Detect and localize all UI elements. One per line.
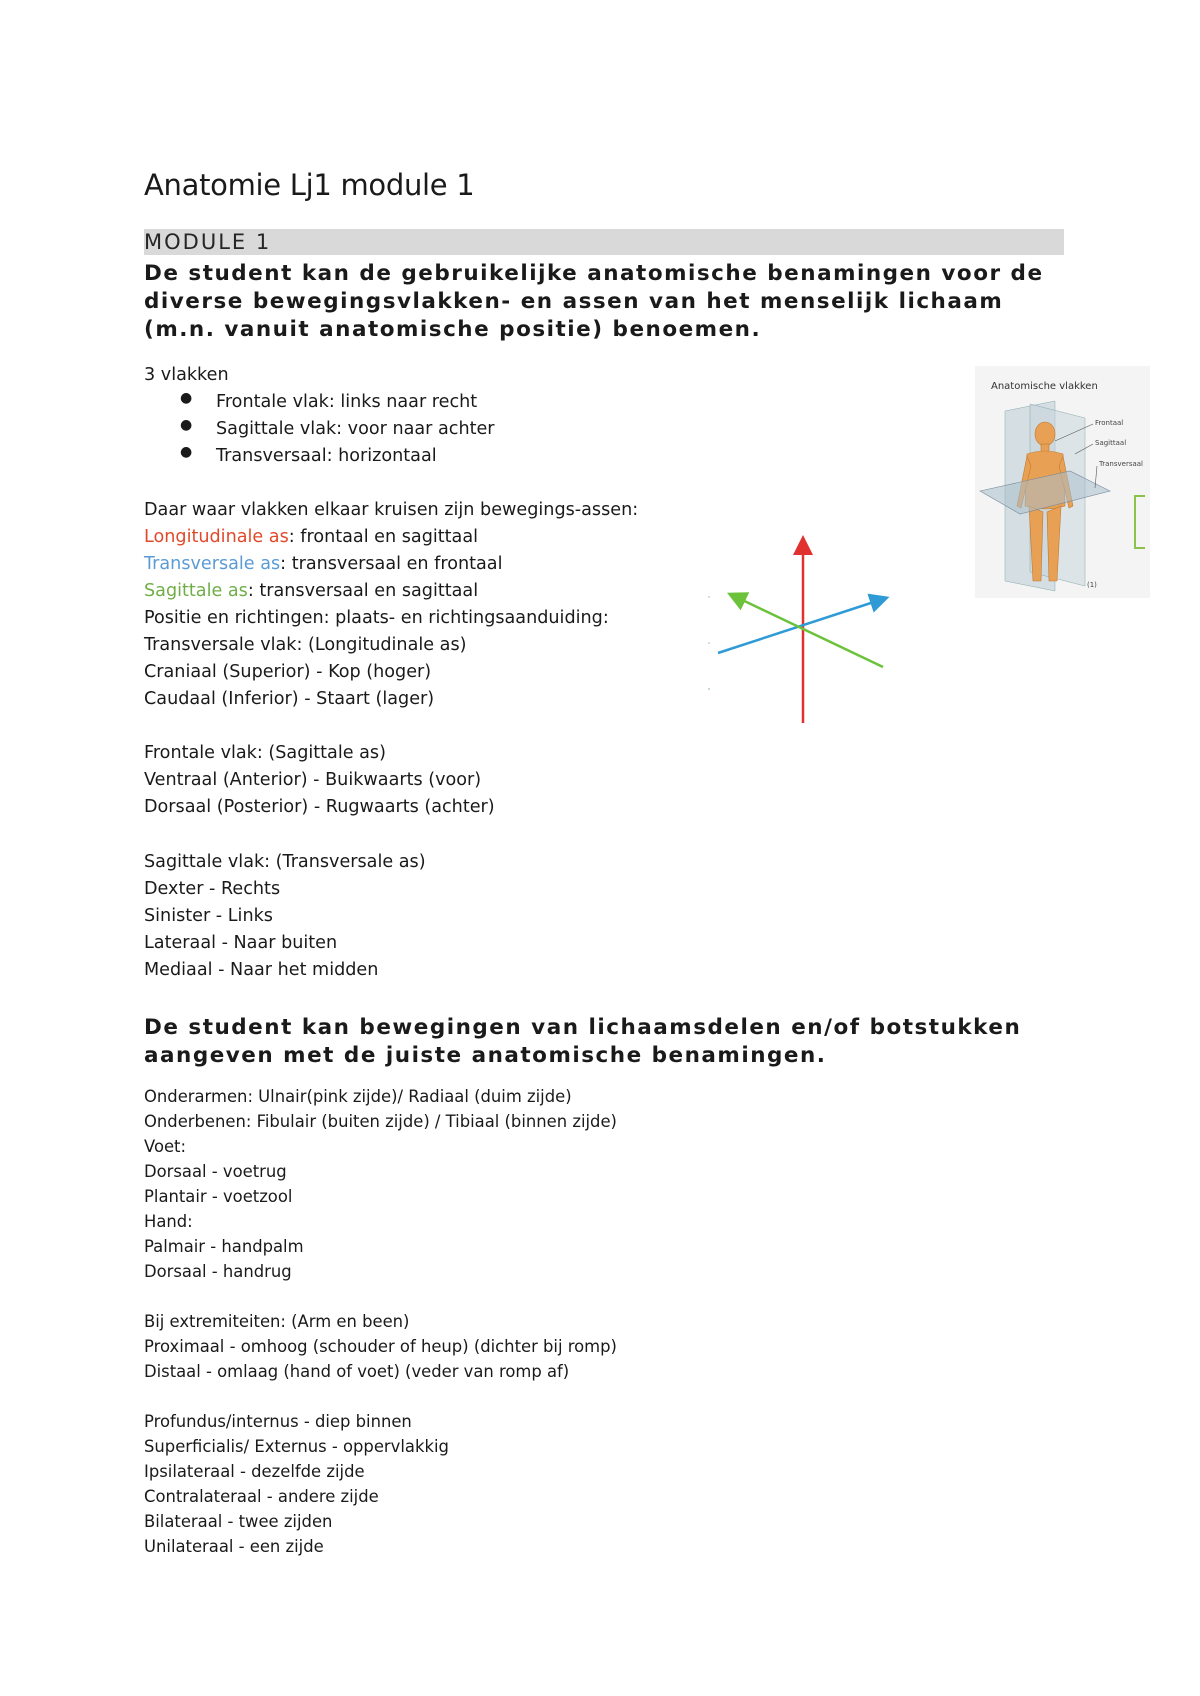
figure-caption: Anatomische vlakken	[991, 381, 1098, 392]
text-line: Onderarmen: Ulnair(pink zijde)/ Radiaal (duim zijde)	[144, 1087, 572, 1106]
text-line: Caudaal (Inferior) - Staart (lager)	[144, 689, 435, 709]
bullet-dot: ●	[180, 444, 193, 460]
text-line: Lateraal - Naar buiten	[144, 933, 338, 953]
text-line: Bilateraal - twee zijden	[144, 1512, 333, 1531]
body-planes-illustration	[975, 396, 1150, 598]
text-line: Sagittale vlak: (Transversale as)	[144, 852, 426, 872]
text-line: Mediaal - Naar het midden	[144, 960, 379, 980]
axis-longitudinal	[144, 524, 478, 551]
heading-objective-2: De student kan bewegingen van lichaamsdelen en/of botstukken aangeven met de juiste anatomische benamingen.	[144, 1015, 1022, 1068]
text-line: Profundus/internus - diep binnen	[144, 1412, 412, 1431]
text-line: Ventraal (Anterior) - Buikwaarts (voor)	[144, 770, 482, 790]
text-line: Voet:	[144, 1137, 187, 1156]
planes-intro: 3 vlakken	[144, 365, 229, 385]
text-line: Superficialis/ Externus - oppervlakkig	[144, 1437, 449, 1456]
bullet-sagittal: Sagittale vlak: voor naar achter	[216, 419, 495, 439]
text-line: Proximaal - omhoog (schouder of heup) (dichter bij romp)	[144, 1337, 617, 1356]
text-line: Dorsaal - voetrug	[144, 1162, 287, 1181]
text-line: Palmair - handpalm	[144, 1237, 304, 1256]
text-line: Contralateraal - andere zijde	[144, 1487, 379, 1506]
heading-objective-1: De student kan de gebruikelijke anatomische benamingen voor de diverse bewegingsvlakken- en assen van het menselijk lichaam (m.n. vanuit anatomische positie) benoemen.	[144, 261, 1044, 342]
figure-ref: (1)	[1087, 581, 1097, 589]
label-frontal: Frontaal	[1095, 419, 1124, 427]
bullet-dot: ●	[180, 417, 193, 433]
module-bar	[144, 229, 1064, 255]
bullet-transversal: Transversaal: horizontaal	[216, 446, 437, 466]
axis-sagittal-desc: : transversaal en sagittaal	[247, 581, 479, 601]
text-line: Sinister - Links	[144, 906, 273, 926]
text-line: Dorsaal (Posterior) - Rugwaarts (achter)	[144, 797, 495, 817]
axis-sagittal	[144, 578, 478, 605]
text-line: Ipsilateraal - dezelfde zijde	[144, 1462, 365, 1481]
text-line: Onderbenen: Fibulair (buiten zijde) / Tibiaal (binnen zijde)	[144, 1112, 617, 1131]
text-line: Transversale vlak: (Longitudinale as)	[144, 635, 467, 655]
axis-longitudinal-label: Longitudinale as	[144, 527, 289, 547]
text-line: Bij extremiteiten: (Arm en been)	[144, 1312, 410, 1331]
text-line: Hand:	[144, 1212, 193, 1231]
anatomical-planes-figure	[975, 366, 1150, 598]
axis-transversal-desc: : transversaal en frontaal	[280, 554, 503, 574]
text-line: Unilateraal - een zijde	[144, 1537, 324, 1556]
text-line: Distaal - omlaag (hand of voet) (veder van romp af)	[144, 1362, 570, 1381]
text-line: Positie en richtingen: plaats- en richtingsaanduiding:	[144, 608, 609, 628]
page-title: Anatomie Lj1 module 1	[144, 168, 475, 202]
axis-sagittal-label: Sagittale as	[144, 581, 248, 601]
axis-transversal-label: Transversale as	[144, 554, 281, 574]
text-line: Frontale vlak: (Sagittale as)	[144, 743, 386, 763]
axes-intro: Daar waar vlakken elkaar kruisen zijn bewegings-assen:	[144, 500, 639, 520]
module-label: MODULE 1	[144, 230, 272, 254]
bullet-frontal: Frontale vlak: links naar recht	[216, 392, 478, 412]
axis-transversal	[144, 551, 502, 578]
label-transversal: Transversaal	[1099, 460, 1143, 468]
text-line: Dexter - Rechts	[144, 879, 281, 899]
label-sagittal: Sagittaal	[1095, 439, 1127, 447]
axis-longitudinal-desc: : frontaal en sagittaal	[288, 527, 479, 547]
text-line: Craniaal (Superior) - Kop (hoger)	[144, 662, 432, 682]
text-line: Plantair - voetzool	[144, 1187, 293, 1206]
axes-diagram	[700, 535, 900, 725]
text-line: Dorsaal - handrug	[144, 1262, 292, 1281]
bullet-dot: ●	[180, 390, 193, 406]
